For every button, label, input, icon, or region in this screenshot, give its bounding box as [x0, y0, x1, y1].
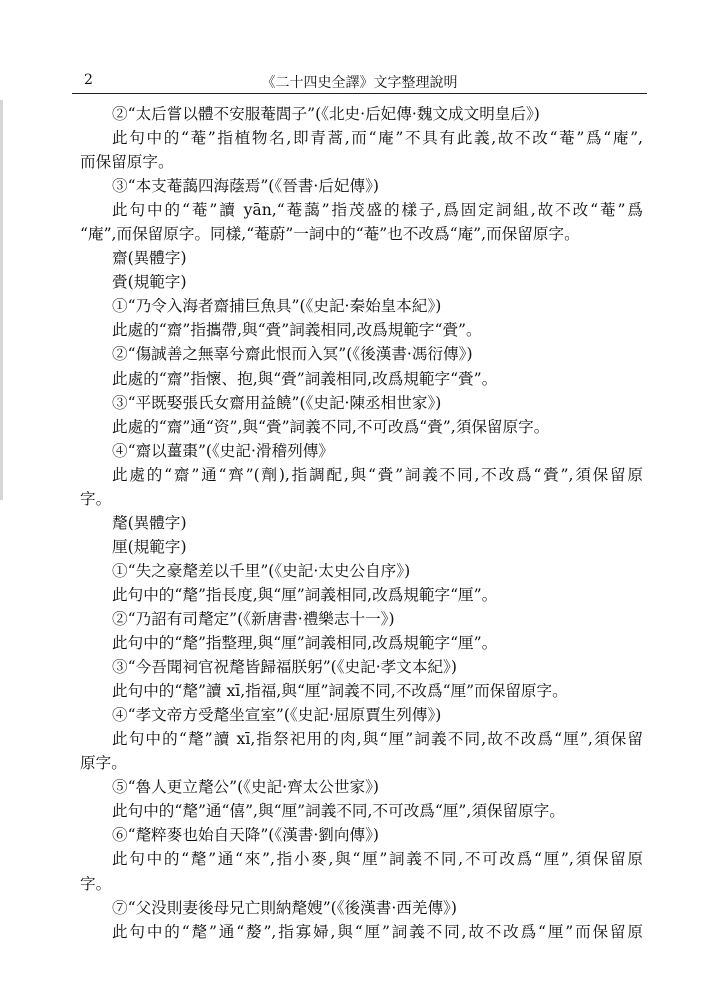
body-text — [80, 102, 643, 944]
text-line: “庵”,而保留原字。同樣,“菴蔚”一詞中的“菴”也不改爲“庵”,而保留原字。 — [80, 225, 580, 244]
text-line: 此句中的“菴”讀 yān,“菴藹”指茂盛的樣子,爲固定詞組,故不改“菴”爲 — [112, 201, 643, 220]
text-line: ⑦“父没則妻後母兄亡則納氂嫂”(《後漢書·西羌傳》) — [112, 898, 457, 917]
text-line: 此處的“齋”通“齊”(劑),指調配,與“賫”詞義不同,不改爲“賫”,須保留原 — [112, 465, 643, 484]
text-line: ①“失之豪氂差以千里”(《史記·太史公自序》) — [112, 561, 411, 580]
running-title: 《二十四史全譯》文字整理說明 — [261, 75, 458, 91]
text-line: 此句中的“氂”指長度,與“厘”詞義相同,改爲規範字“厘”。 — [112, 585, 498, 604]
text-line: 賫(規範字) — [112, 273, 187, 292]
text-line: 此處的“齋”指攜帶,與“賫”詞義相同,改爲規範字“賫”。 — [112, 321, 482, 340]
text-line: 厘(規範字) — [112, 537, 187, 556]
text-line: ②“乃詔有司氂定”(《新唐書·禮樂志十一》) — [112, 609, 395, 628]
text-line: 此句中的“氂”通“嫠”,指寡婦,與“厘”詞義不同,故不改爲“厘”而保留原 — [112, 922, 643, 941]
page-header — [72, 68, 647, 90]
text-line: ⑤“魯人更立氂公”(《史記·齊太公世家》) — [112, 778, 379, 797]
text-line: ②“太后嘗以體不安服菴閭子”(《北史·后妃傳·魏文成文明皇后》) — [112, 105, 540, 123]
text-line: ③“本支菴藹四海蔭焉”(《晉書·后妃傳》) — [112, 177, 379, 196]
page-number: 2 — [84, 72, 93, 88]
text-line: ④“齋以薑棗”(《史記·滑稽列傳》 — [112, 441, 334, 460]
text-line: 此句中的“氂”指整理,與“厘”詞義相同,改爲規範字“厘”。 — [112, 634, 498, 653]
text-line: 此句中的“氂”通“來”,指小麥,與“厘”詞義不同,不可改爲“厘”,須保留原 — [112, 850, 643, 869]
text-line: 齋(異體字) — [112, 249, 187, 268]
binding-edge-shadow — [0, 100, 3, 500]
text-line: 此處的“齋”通“资”,與“賫”詞義不同,不可改爲“賫”,須保留原字。 — [112, 417, 550, 436]
text-line: 此處的“齋”指懷、抱,與“賫”詞義相同,改爲規範字“賫”。 — [112, 369, 498, 388]
text-line: 原字。 — [80, 754, 127, 773]
text-line: ③“今吾聞祠官祝氂皆歸福朕躬”(《史記·孝文本紀》) — [112, 658, 457, 677]
text-line: ③“平既娶張氏女齋用益饒”(《史記·陳丞相世家》) — [112, 393, 442, 412]
header-rule — [72, 93, 647, 94]
text-line: ④“孝文帝方受氂坐宣室”(《史記·屈原賈生列傳》) — [112, 706, 442, 725]
text-line: 此句中的“氂”讀 xī,指福,與“厘”詞義不同,不改爲“厘”而保留原字。 — [112, 682, 568, 701]
text-line: 氂(異體字) — [112, 513, 187, 532]
text-line: 此句中的“菴”指植物名,即青蒿,而“庵”不具有此義,故不改“菴”爲“庵”, — [112, 129, 643, 148]
text-line: ⑥“氂粹麥也始自天降”(《漢書·劉向傳》) — [112, 826, 379, 845]
text-line: ②“傷誠善之無辜兮齋此恨而入冥”(《後漢書·馮衍傳》) — [112, 345, 473, 364]
text-line: ①“乃令入海者齋捕巨魚具”(《史記·秦始皇本紀》) — [112, 297, 442, 316]
text-line: 字。 — [80, 874, 112, 893]
text-line: 此句中的“氂”讀 xī,指祭祀用的肉,與“厘”詞義不同,故不改爲“厘”,須保留 — [112, 730, 643, 749]
text-line: 此句中的“氂”通“僖”,與“厘”詞義不同,不可改爲“厘”,須保留原字。 — [112, 802, 565, 821]
text-line: 而保留原字。 — [80, 153, 174, 172]
text-line: 字。 — [80, 489, 112, 508]
